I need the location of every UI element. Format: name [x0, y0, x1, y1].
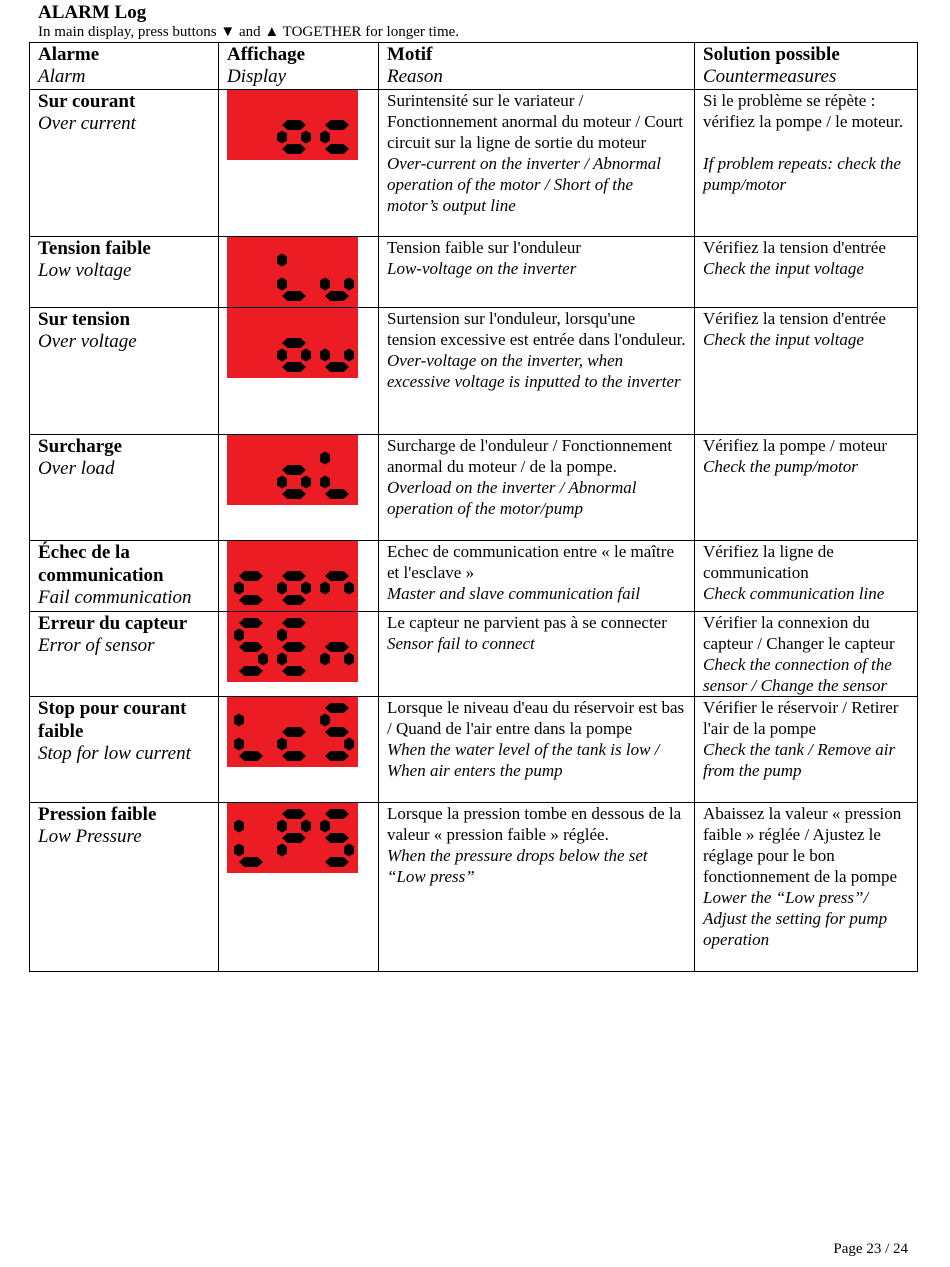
lcd-segment-g — [282, 571, 306, 581]
lcd-code-glyphs — [227, 697, 358, 767]
lcd-digit-P — [277, 809, 311, 857]
reason-cell: Tension faible sur l'onduleur Low-voltage on the inverter — [379, 237, 695, 308]
lcd-digit-L — [234, 714, 263, 762]
lcd-segment-e — [320, 349, 330, 362]
lcd-segment-a — [282, 618, 306, 628]
lcd-segment-g — [282, 465, 306, 475]
lcd-digit-L — [234, 820, 263, 868]
lcd-segment-g — [325, 571, 349, 581]
reason-cell: Lorsque le niveau d'eau du réservoir est bas / Quand de l'air entre dans la pompe When the water level of the tank is low / When air enters the pump — [379, 697, 695, 803]
lcd-segment-e — [277, 844, 287, 857]
header-display: Affichage Display — [219, 43, 379, 90]
lcd-segment-c — [344, 582, 354, 595]
lcd-segment-f — [320, 820, 330, 833]
lcd-segment-d — [282, 291, 306, 301]
lcd-segment-f — [234, 820, 244, 833]
lcd-segment-a — [325, 703, 349, 713]
reason-cell: Echec de communication entre « le maître et l'esclave » Master and slave communication fail — [379, 541, 695, 612]
lcd-segment-e — [277, 131, 287, 144]
lcd-digit-u — [320, 278, 354, 302]
lcd-display — [227, 612, 358, 682]
display-cell — [219, 612, 379, 697]
solution-cell: Si le problème se répète : vérifiez la pompe / le moteur. If problem repeats: check the pump/motor — [695, 90, 918, 237]
lcd-display — [227, 435, 358, 505]
reason-cell: Lorsque la pression tombe en dessous de la valeur « pression faible » réglée. When the pressure drops below the set “Low press” — [379, 803, 695, 972]
alarm-cell: Stop pour courant faible Stop for low current — [30, 697, 219, 803]
lcd-code-glyphs — [227, 435, 358, 505]
lcd-segment-d — [325, 489, 349, 499]
display-cell — [219, 90, 379, 237]
alarm-table — [29, 42, 918, 972]
lcd-segment-d — [325, 751, 349, 761]
lcd-segment-g — [239, 571, 263, 581]
lcd-digit-c — [320, 120, 349, 154]
lcd-segment-a — [282, 809, 306, 819]
table-row — [30, 697, 918, 803]
lcd-segment-f — [234, 629, 244, 642]
lcd-segment-g — [282, 338, 306, 348]
solution-cell: Vérifiez la pompe / moteur Check the pump/motor — [695, 435, 918, 541]
lcd-segment-d — [282, 751, 306, 761]
lcd-segment-d — [239, 666, 263, 676]
lcd-segment-e — [234, 738, 244, 751]
lcd-digit-u — [320, 349, 354, 373]
lcd-segment-g — [325, 642, 349, 652]
lcd-segment-e — [277, 476, 287, 489]
lcd-segment-d — [239, 751, 263, 761]
lcd-segment-e — [277, 349, 287, 362]
lcd-segment-e — [320, 582, 330, 595]
header-reason: Motif Reason — [379, 43, 695, 90]
lcd-code-glyphs — [227, 612, 358, 682]
table-row — [30, 308, 918, 435]
table-row — [30, 237, 918, 308]
lcd-segment-d — [282, 666, 306, 676]
lcd-segment-e — [320, 476, 330, 489]
alarm-cell: Tension faible Low voltage — [30, 237, 219, 308]
lcd-segment-c — [301, 131, 311, 144]
alarm-cell: Surcharge Over load — [30, 435, 219, 541]
reason-cell: Surcharge de l'onduleur / Fonctionnement anormal du moteur / de la pompe. Overload on the inverter / Abnormal operation of the motor/pump — [379, 435, 695, 541]
lcd-digit-L — [277, 254, 306, 302]
lcd-segment-c — [344, 738, 354, 751]
alarm-cell: Erreur du capteur Error of sensor — [30, 612, 219, 697]
lcd-segment-e — [320, 131, 330, 144]
display-cell — [219, 541, 379, 612]
alarm-cell: Sur courant Over current — [30, 90, 219, 237]
lcd-segment-f — [234, 714, 244, 727]
header-countermeasures: Solution possible Countermeasures — [695, 43, 918, 90]
display-cell — [219, 803, 379, 972]
lcd-code-glyphs — [227, 803, 358, 873]
lcd-segment-f — [277, 254, 287, 267]
lcd-segment-g — [239, 642, 263, 652]
table-header-row — [30, 43, 918, 90]
solution-cell: Vérifiez la tension d'entrée Check the input voltage — [695, 308, 918, 435]
lcd-segment-g — [325, 727, 349, 737]
lcd-segment-d — [239, 857, 263, 867]
page-title: ALARM Log — [38, 2, 147, 23]
lcd-segment-c — [301, 476, 311, 489]
lcd-display — [227, 237, 358, 307]
reason-cell: Le capteur ne parvient pas à se connecter Sensor fail to connect — [379, 612, 695, 697]
display-cell — [219, 697, 379, 803]
lcd-segment-e — [234, 844, 244, 857]
lcd-digit-o — [277, 465, 311, 499]
lcd-digit-S — [320, 809, 354, 867]
solution-cell: Abaissez la valeur « pression faible » réglée / Ajustez le réglage pour le bon fonctionnement de la pompe Lower the “Low press”/ Adjust the setting for pump operation — [695, 803, 918, 972]
lcd-code-glyphs — [227, 541, 358, 611]
solution-cell: Vérifiez la tension d'entrée Check the input voltage — [695, 237, 918, 308]
display-cell — [219, 435, 379, 541]
lcd-segment-a — [325, 809, 349, 819]
lcd-digit-c — [277, 727, 306, 761]
lcd-digit-n — [320, 571, 354, 595]
lcd-segment-b — [301, 820, 311, 833]
lcd-code-glyphs — [227, 90, 358, 160]
lcd-segment-c — [301, 349, 311, 362]
lcd-digit-o — [277, 120, 311, 154]
lcd-digit-E — [277, 618, 306, 676]
lcd-digit-o — [277, 338, 311, 372]
lcd-segment-f — [277, 629, 287, 642]
page-subtitle: In main display, press buttons ▼ and ▲ TOGETHER for longer time. — [38, 24, 460, 40]
alarm-cell: Sur tension Over voltage — [30, 308, 219, 435]
lcd-segment-f — [320, 452, 330, 465]
lcd-segment-g — [282, 120, 306, 130]
lcd-digit-S — [234, 618, 268, 676]
lcd-segment-f — [277, 820, 287, 833]
lcd-segment-d — [282, 362, 306, 372]
lcd-segment-c — [344, 349, 354, 362]
lcd-segment-e — [277, 738, 287, 751]
lcd-segment-d — [325, 857, 349, 867]
lcd-digit-L — [320, 452, 349, 500]
lcd-display — [227, 541, 358, 611]
lcd-segment-d — [325, 362, 349, 372]
lcd-segment-c — [344, 278, 354, 291]
lcd-segment-d — [282, 595, 306, 605]
lcd-segment-d — [282, 144, 306, 154]
table-row — [30, 90, 918, 237]
lcd-segment-d — [325, 291, 349, 301]
lcd-segment-a — [239, 618, 263, 628]
display-cell — [219, 308, 379, 435]
lcd-segment-c — [344, 653, 354, 666]
lcd-segment-f — [320, 714, 330, 727]
lcd-code-glyphs — [227, 237, 358, 307]
display-cell — [219, 237, 379, 308]
lcd-segment-c — [301, 582, 311, 595]
solution-cell: Vérifiez la ligne de communication Check communication line — [695, 541, 918, 612]
page-number: Page 23 / 24 — [833, 1241, 908, 1257]
lcd-segment-d — [325, 144, 349, 154]
lcd-display — [227, 308, 358, 378]
lcd-segment-c — [258, 653, 268, 666]
lcd-segment-g — [282, 642, 306, 652]
lcd-segment-g — [325, 120, 349, 130]
lcd-segment-e — [277, 582, 287, 595]
lcd-segment-e — [234, 582, 244, 595]
lcd-display — [227, 803, 358, 873]
solution-cell: Vérifier la connexion du capteur / Changer le capteur Check the connection of the sensor / Change the sensor — [695, 612, 918, 697]
lcd-digit-c — [234, 571, 263, 605]
reason-cell: Surtension sur l'onduleur, lorsqu'une tension excessive est entrée dans l'onduleur. Over-voltage on the inverter, when excessive voltage is inputted to the inverter — [379, 308, 695, 435]
lcd-segment-e — [320, 278, 330, 291]
lcd-segment-c — [344, 844, 354, 857]
table-row — [30, 803, 918, 972]
table-row — [30, 541, 918, 612]
lcd-code-glyphs — [227, 308, 358, 378]
table-row — [30, 435, 918, 541]
lcd-segment-d — [282, 489, 306, 499]
reason-cell: Surintensité sur le variateur / Fonctionnement anormal du moteur / Court circuit sur la ligne de sortie du moteur Over-current on the inverter / Abnormal operation of the motor / Short of the motor’s output line — [379, 90, 695, 237]
lcd-segment-d — [239, 595, 263, 605]
solution-cell: Vérifier le réservoir / Retirer l'air de la pompe Check the tank / Remove air from the pump — [695, 697, 918, 803]
lcd-segment-e — [277, 278, 287, 291]
lcd-digit-S — [320, 703, 354, 761]
lcd-segment-g — [325, 833, 349, 843]
lcd-display — [227, 90, 358, 160]
alarm-cell: Échec de la communication Fail communication — [30, 541, 219, 612]
table-row — [30, 612, 918, 697]
lcd-segment-e — [277, 653, 287, 666]
lcd-segment-g — [282, 727, 306, 737]
header-alarm: Alarme Alarm — [30, 43, 219, 90]
lcd-digit-n — [320, 642, 354, 666]
lcd-digit-o — [277, 571, 311, 605]
alarm-cell: Pression faible Low Pressure — [30, 803, 219, 972]
lcd-segment-e — [320, 653, 330, 666]
lcd-segment-g — [282, 833, 306, 843]
lcd-display — [227, 697, 358, 767]
